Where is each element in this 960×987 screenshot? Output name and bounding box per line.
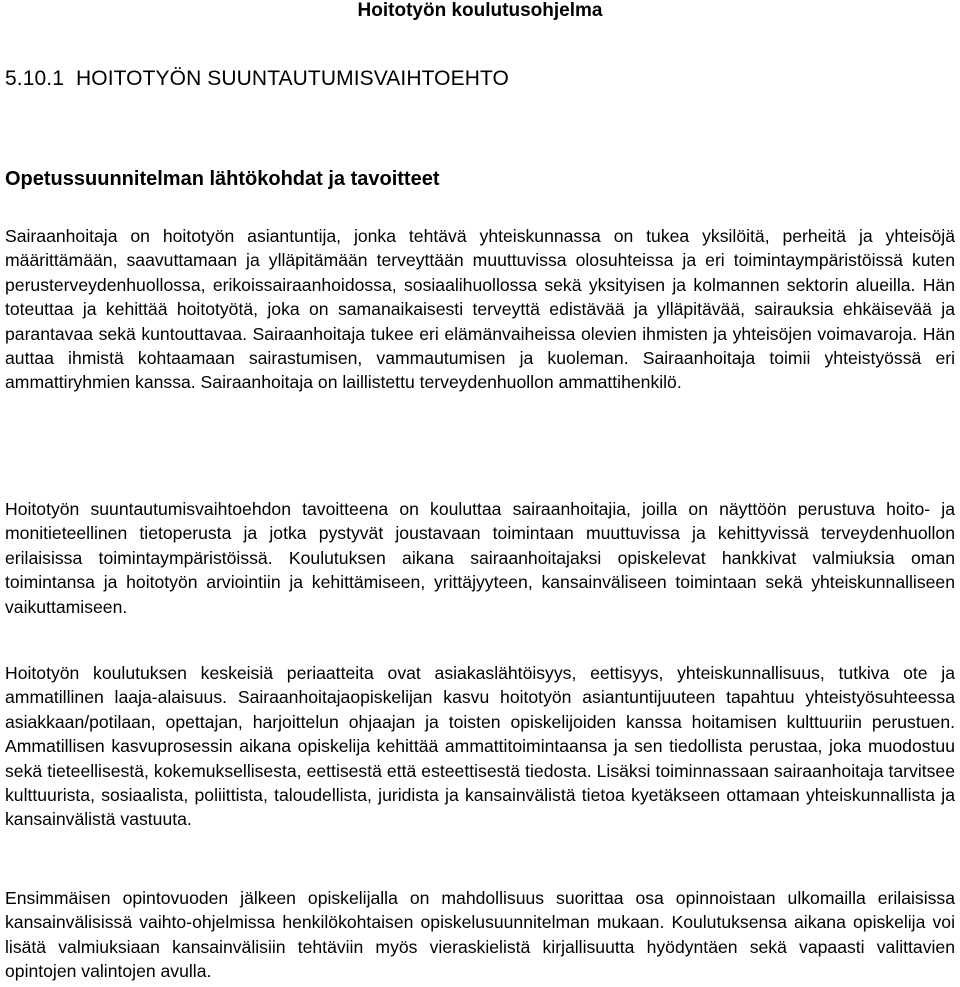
section-number: 5.10.1 (5, 67, 64, 90)
paragraph-2: Hoitotyön suuntautumisvaihtoehdon tavoitteena on kouluttaa sairaanhoitajia, joilla on näyttöön perustuva hoito- ja monitieteellinen tietoperusta ja jotka pystyvät joustavaan toimintaan muuttuvissa ja kehittyvissä terveydenhuollon erilaisissa toimintaympäristöissä. Koulutuksen aikana sairaanhoitajaksi opiskelevat hankkivat valmiuksia oman toimintansa ja hoitotyön arviointiin ja kehittämiseen, yrittäjyyteen, kansainväliseen toimintaan sekä yhteiskunnalliseen vaikuttamiseen. (5, 499, 955, 617)
paragraph-3: Hoitotyön koulutuksen keskeisiä periaatteita ovat asiakaslähtöisyys, eettisyys, yhteiskunnallisuus, tutkiva ote ja ammatillinen laaja-alaisuus. Sairaanhoitajaopiskelijan kasvu hoitotyön asiantuntijuuteen tapahtuu yhteistyösuhteessa asiakkaan/potilaan, opettajan, harjoittelun ohjaajan ja toisten opiskelijoiden kanssa hoitamisen kulttuuriin perustuen. Ammatillisen kasvuprosessin aikana opiskelija kehittää ammattitoimintaansa ja sen tiedollista perustaa, joka muodostuu sekä tieteellisestä, kokemuksellisesta, eettisestä että esteettisestä tiedosta. Lisäksi toiminnassaan sairaanhoitaja tarvitsee kulttuurista, sosiaalista, poliittista, taloudellista, juridista ja kansainvälistä tietoa kyetäkseen ottamaan yhteiskunnallista ja kansainvälistä vastuuta. (5, 663, 955, 830)
section-title: HOITOTYÖN SUUNTAUTUMISVAIHTOEHTO (76, 67, 509, 90)
subsection-heading: Opetussuunnitelman lähtökohdat ja tavoitteet (5, 168, 440, 190)
running-header: Hoitotyön koulutusohjelma (357, 0, 603, 21)
paragraph-4: Ensimmäisen opintovuoden jälkeen opiskelijalla on mahdollisuus suorittaa osa opinnoistaan ulkomailla erilaisissa kansainvälisissä vaihto-ohjelmissa henkilökohtaisen opiskelusuunnitelman mukaan. Koulutuksensa aikana opiskelija voi lisätä valmiuksiaan kansainvälisiin tehtäviin myös vieraskielistä kirjallisuutta hyödyntäen sekä vapaasti valittavien opintojen valintojen avulla. (5, 888, 955, 982)
paragraph-1: Sairaanhoitaja on hoitotyön asiantuntija, jonka tehtävä yhteiskunnassa on tukea yksilöitä, perheitä ja yhteisöjä määrittämään, saavuttamaan ja ylläpitämään terveyttään muuttuvissa olosuhteissa ja eri toimintaympäristöissä kuten perusterveydenhuollossa, erikoissairaanhoidossa, sosiaalihuollossa sekä yksityisen ja kolmannen sektorin alueilla. Hän toteuttaa ja kehittää hoitotyötä, joka on samanaikaisesti terveyttä edistävää ja ylläpitävää, sairauksia ehkäisevää ja parantavaa sekä kuntouttavaa. Sairaanhoitaja tukee eri elämänvaiheissa olevien ihmisten ja yhteisöjen voimavaroja. Hän auttaa ihmistä kohtaamaan sairastumisen, vammautumisen ja kuoleman. Sairaanhoitaja toimii yhteistyössä eri ammattiryhmien kanssa. Sairaanhoitaja on laillistettu terveydenhuollon ammattihenkilö. (5, 226, 955, 393)
section-heading (5, 66, 509, 92)
